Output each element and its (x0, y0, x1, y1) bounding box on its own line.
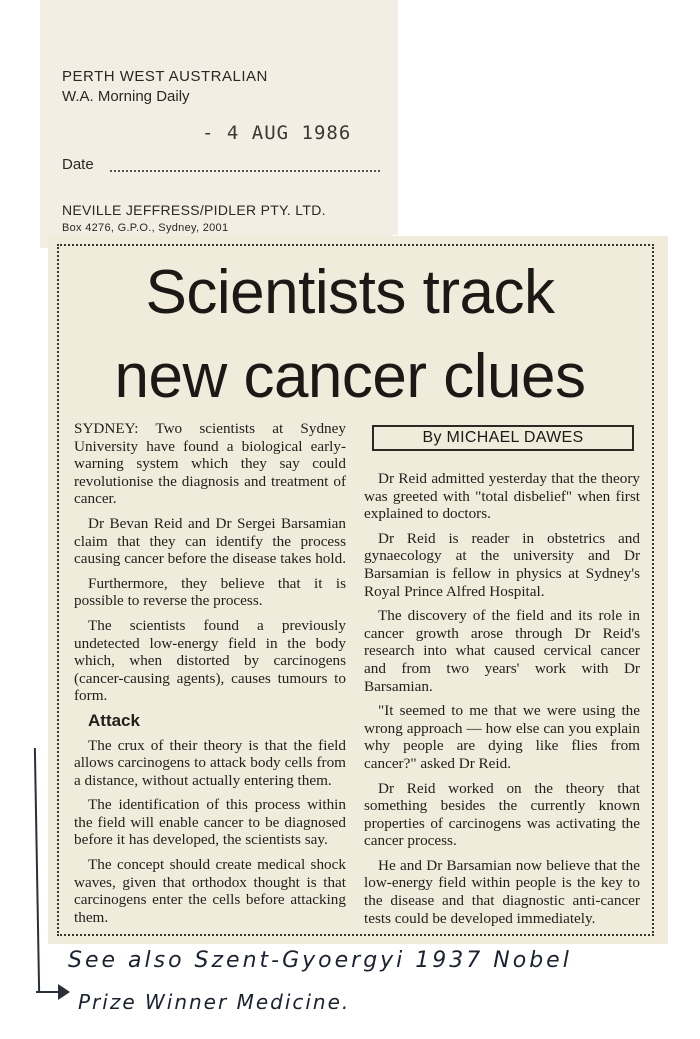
byline: By MICHAEL DAWES (372, 425, 634, 451)
paragraph: Dr Bevan Reid and Dr Sergei Barsamian claim that they can identify the process causing cancer before the disease takes hold. (74, 514, 346, 568)
paragraph: Dr Reid is reader in obstetrics and gynaecology at the university and Dr Barsamian is fellow in physics at Sydney's Royal Prince Alfred Hospital. (364, 529, 640, 600)
paragraph: He and Dr Barsamian now believe that the low-energy field within people is the key to the disease and that diagnostic anti-cancer tests could be developed immediately. (364, 856, 640, 927)
paragraph: Dr Reid admitted yesterday that the theory was greeted with "total disbelief" when first explained to doctors. (364, 470, 640, 523)
date-stamp: - 4 AUG 1986 (202, 122, 352, 144)
subheading: Attack (88, 710, 140, 730)
paragraph: The scientists found a previously undetected low-energy field in the body which, when distorted by carcinogens (cancer-causing agents), causes tumours to form. (74, 616, 346, 705)
paragraph: The discovery of the field and its role in cancer growth arose through Dr Reid's research into what caused cervical cancer and from two years' work with Dr Barsamian. (364, 607, 640, 695)
paragraph: The concept should create medical shock waves, given that orthodox thought is that carcinogens enter the cells before attacking them. (74, 856, 346, 926)
headline-line-1: Scientists track (145, 258, 555, 327)
paragraph: The crux of their theory is that the field allows carcinogens to attack body cells from a distance, without actually entering them. (74, 736, 346, 789)
agency-name: NEVILLE JEFFRESS/PIDLER PTY. LTD. (62, 202, 326, 218)
handwritten-note-line-1: See also Szent-Gyoergyi 1937 Nobel (68, 948, 572, 973)
publication-edition: W.A. Morning Daily (62, 88, 190, 105)
paragraph: The identification of this process within the field will enable cancer to be diagnosed before it has developed, the scientists say. (74, 796, 346, 849)
pen-arrow-icon (58, 984, 70, 1000)
agency-address: Box 4276, G.P.O., Sydney, 2001 (62, 222, 229, 234)
paragraph: SYDNEY: Two scientists at Sydney University have found a biological early-warning system which they say could revolutionise the diagnosis and treatment of cancer. (74, 420, 346, 508)
date-dotted-line (110, 170, 380, 172)
publication-name: PERTH WEST AUSTRALIAN (62, 68, 268, 85)
article-right-column (364, 470, 640, 934)
paragraph: Dr Reid worked on the theory that something besides the currently known properties of carcinogens was activating the cancer process. (364, 779, 640, 850)
paragraph: Furthermore, they believe that it is possible to reverse the process. (74, 574, 346, 610)
article-left-column (74, 420, 346, 933)
paragraph: "It seemed to me that we were using the wrong approach — how else can you explain why people are dying like flies from cancer?" asked Dr Reid. (364, 702, 640, 772)
handwritten-note-line-2: Prize Winner Medicine. (78, 990, 351, 1014)
pen-bracket-line (34, 748, 40, 992)
headline-line-2: new cancer clues (114, 342, 586, 411)
date-label: Date (62, 156, 94, 173)
clipping-edge (370, 0, 398, 235)
